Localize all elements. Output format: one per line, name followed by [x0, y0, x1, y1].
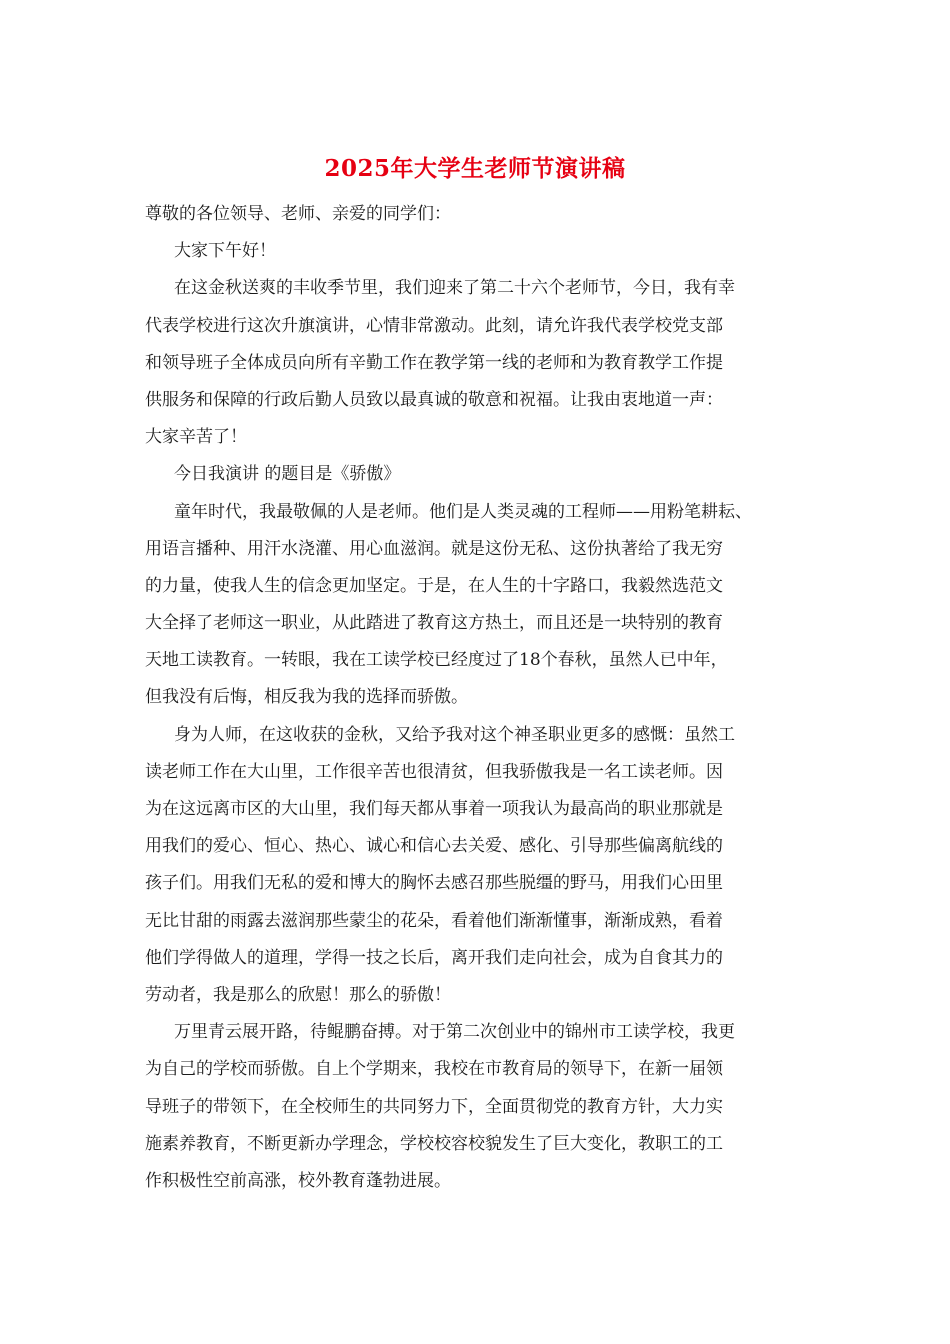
text-line: 今日我演讲 的题目是《骄傲》 [174, 464, 401, 485]
text-line: 天地工读教育。一转眼，我在工读学校已经度过了18个春秋，虽然人已中年， [145, 650, 728, 671]
text-line: 读老师工作在大山里，工作很辛苦也很清贫，但我骄傲我是一名工读老师。因 [145, 761, 723, 782]
text-line: 的力量，使我人生的信念更加坚定。于是，在人生的十字路口，我毅然选范文 [145, 575, 723, 596]
text-line: 身为人师，在这收获的金秋，又给予我对这个神圣职业更多的感慨：虽然工 [174, 724, 735, 745]
text-line: 用我们的爱心、恒心、热心、诚心和信心去关爱、感化、引导那些偏离航线的 [145, 836, 723, 857]
document-title: 2025年大学生老师节演讲稿 [324, 155, 626, 182]
text-line: 代表学校进行这次升旗演讲，心情非常激动。此刻，请允许我代表学校党支部 [145, 315, 723, 336]
text-line: 导班子的带领下，在全校师生的共同努力下，全面贯彻党的教育方针，大力实 [145, 1096, 723, 1117]
text-line: 作积极性空前高涨，校外教育蓬勃进展。 [145, 1170, 451, 1191]
text-line: 孩子们。用我们无私的爱和博大的胸怀去感召那些脱缰的野马，用我们心田里 [145, 873, 723, 894]
text-line: 但我没有后悔，相反我为我的选择而骄傲。 [145, 687, 468, 708]
text-line: 大家辛苦了！ [145, 427, 247, 448]
text-line: 无比甘甜的雨露去滋润那些蒙尘的花朵，看着他们渐渐懂事，渐渐成熟，看着 [145, 910, 723, 931]
text-line: 大家下午好！ [174, 241, 276, 262]
text-line: 施素养教育，不断更新办学理念，学校校容校貌发生了巨大变化，教职工的工 [145, 1133, 723, 1154]
text-line: 万里青云展开路，待鲲鹏奋搏。对于第二次创业中的锦州市工读学校，我更 [174, 1022, 735, 1043]
text-line: 童年时代，我最敬佩的人是老师。他们是人类灵魂的工程师——用粉笔耕耘、 [174, 501, 752, 522]
text-line: 在这金秋送爽的丰收季节里，我们迎来了第二十六个老师节，今日，我有幸 [174, 278, 735, 299]
text-line: 劳动者，我是那么的欣慰！那么的骄傲！ [145, 984, 451, 1005]
text-line: 供服务和保障的行政后勤人员致以最真诚的敬意和祝福。让我由衷地道一声： [145, 389, 723, 410]
text-line: 和领导班子全体成员向所有辛勤工作在教学第一线的老师和为教育教学工作提 [145, 352, 723, 373]
text-line: 用语言播种、用汗水浇灌、用心血滋润。就是这份无私、这份执著给了我无穷 [145, 538, 723, 559]
text-line: 为自己的学校而骄傲。自上个学期来，我校在市教育局的领导下，在新一届领 [145, 1059, 723, 1080]
text-line: 大全择了老师这一职业，从此踏进了教育这方热土，而且还是一块特别的教育 [145, 613, 723, 634]
text-line: 他们学得做人的道理，学得一技之长后，离开我们走向社会，成为自食其力的 [145, 947, 723, 968]
text-line: 为在这远离市区的大山里，我们每天都从事着一项我认为最高尚的职业那就是 [145, 799, 723, 819]
document-body [145, 196, 835, 1200]
text-line: 尊敬的各位领导、老师、亲爱的同学们： [145, 204, 451, 224]
